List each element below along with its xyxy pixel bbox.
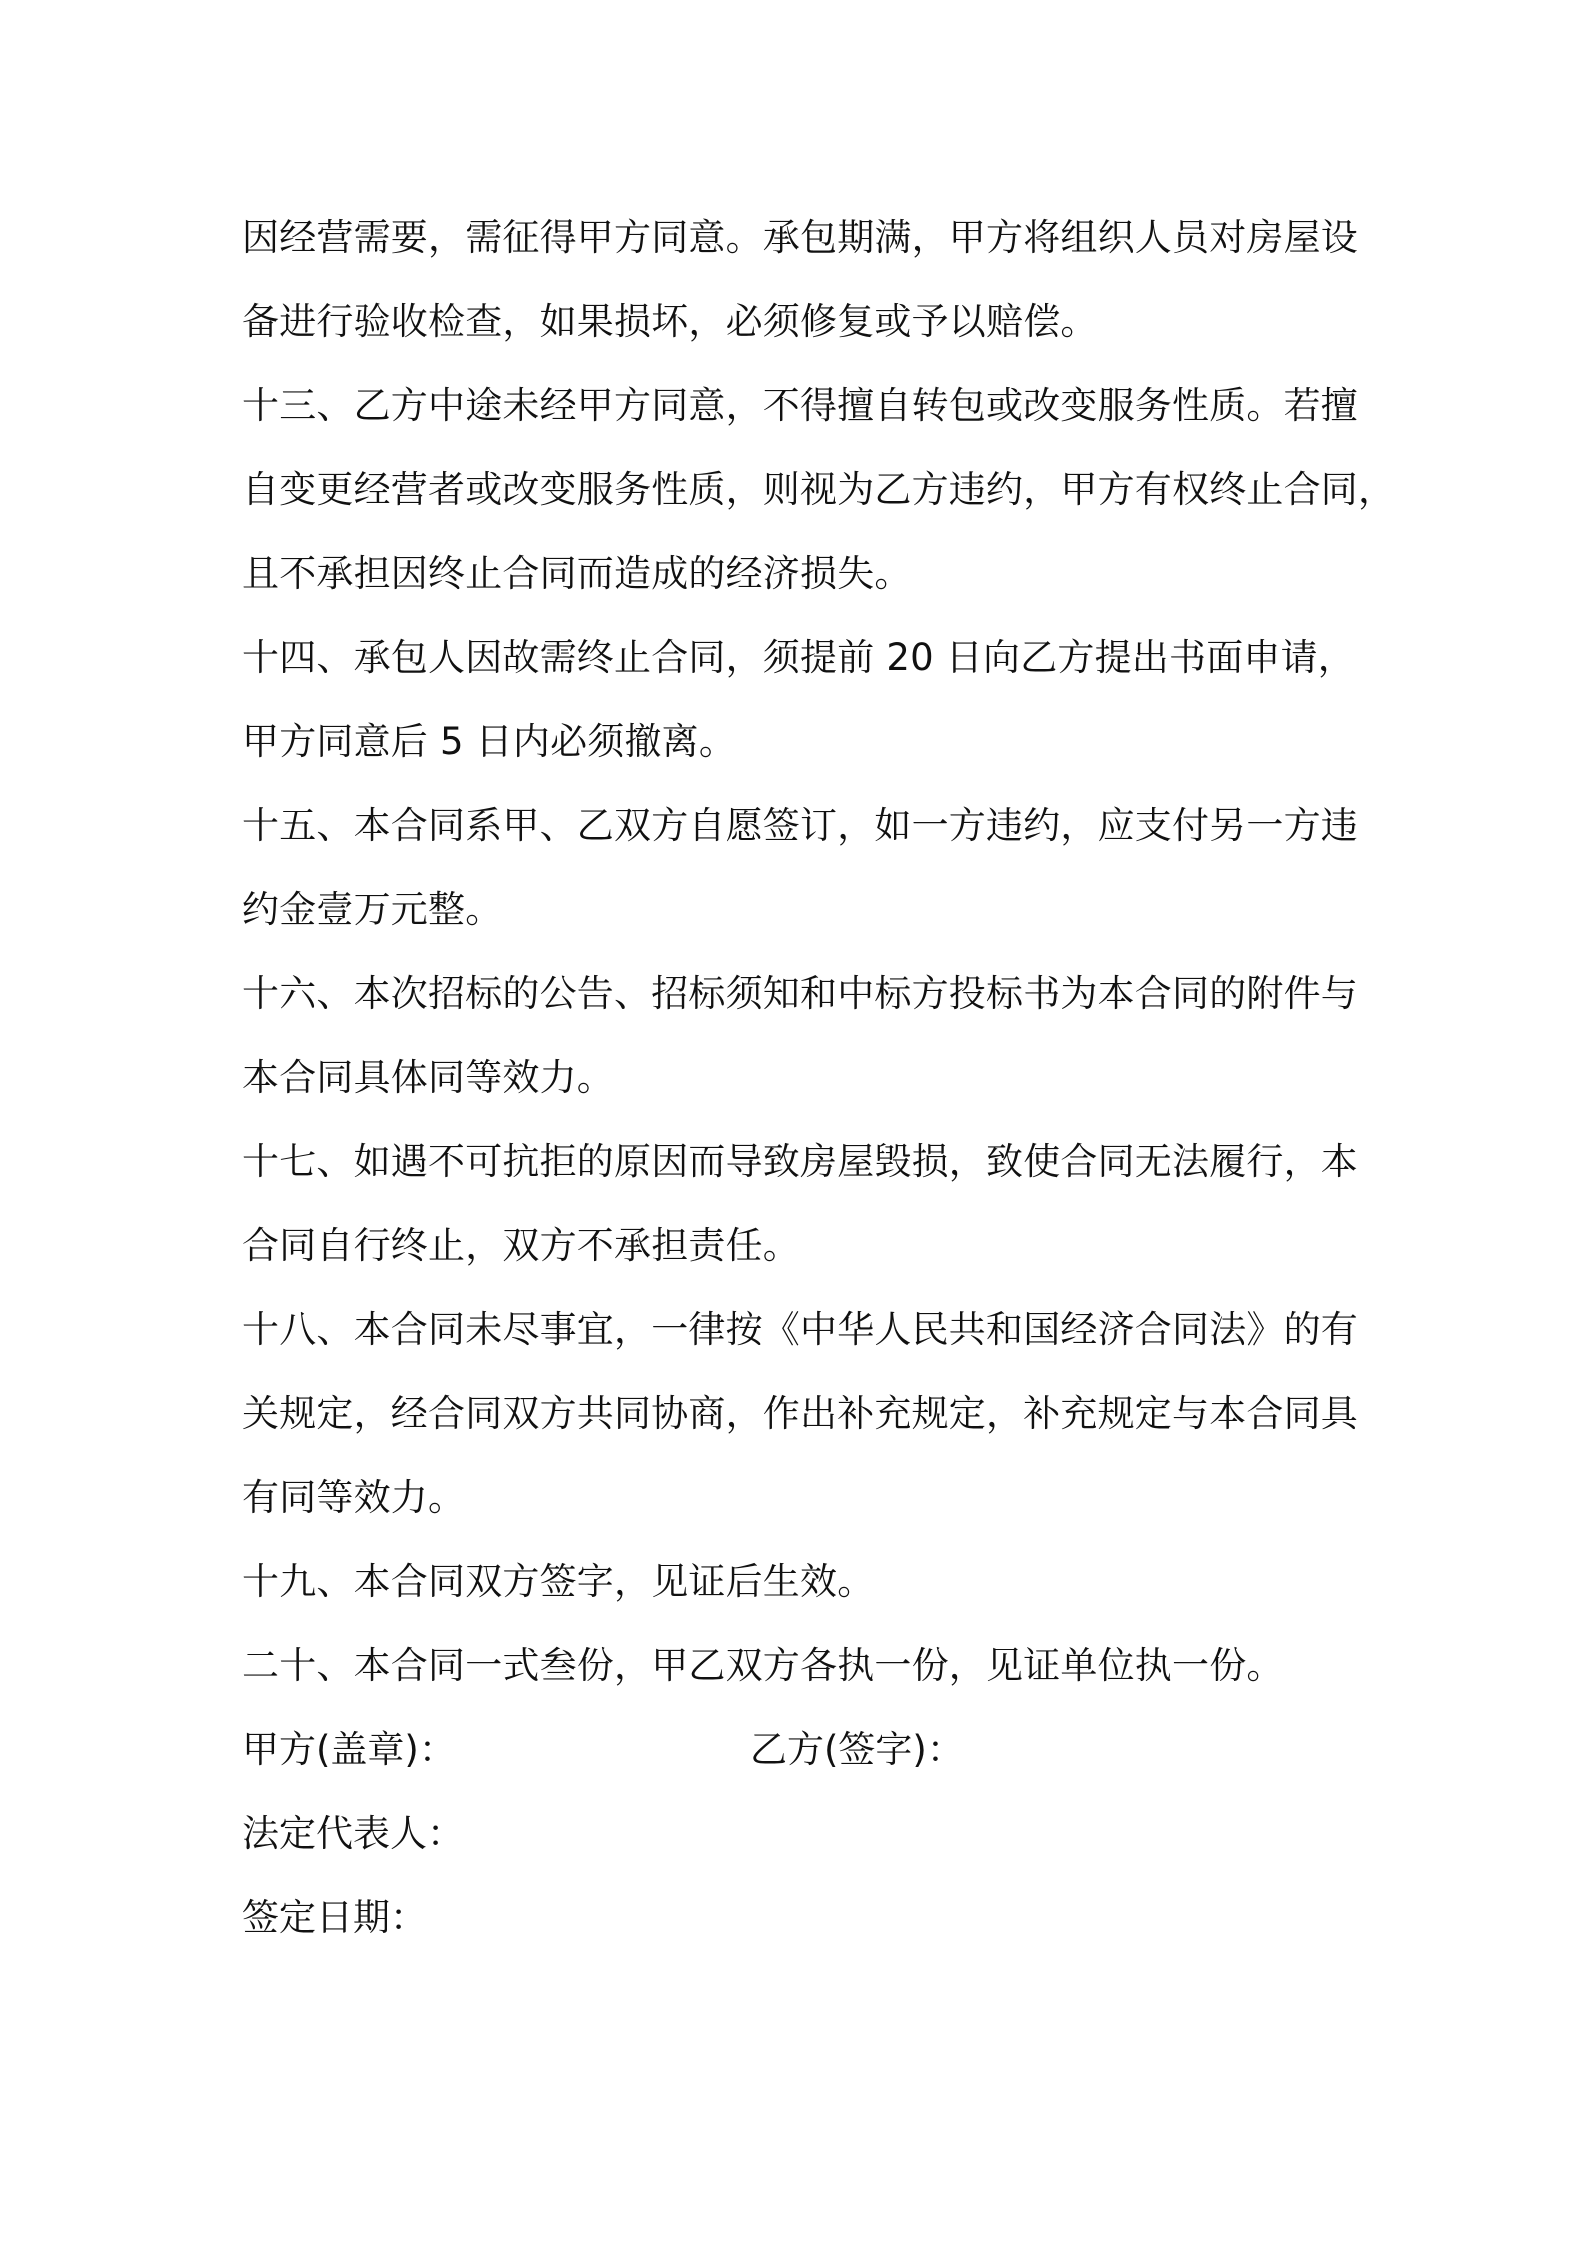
signature-row <box>242 1708 1354 1792</box>
paragraph-line: 因经营需要，需征得甲方同意。承包期满，甲方将组织人员对房屋设 <box>242 216 1358 259</box>
clause-13-line: 十三、乙方中途未经甲方同意，不得擅自转包或改变服务性质。若擅 <box>242 384 1358 427</box>
clause-15-line: 约金壹万元整。 <box>242 888 503 931</box>
party-b-signature-label: 乙方(签字)： <box>750 1728 964 1771</box>
clause-16-line: 本合同具体同等效力。 <box>242 1056 614 1099</box>
clause-14-line: 十四、承包人因故需终止合同，须提前 20 日向乙方提出书面申请， <box>242 636 1356 679</box>
clause-18-line: 关规定，经合同双方共同协商，作出补充规定，补充规定与本合同具 <box>242 1392 1358 1435</box>
clause-18-line: 有同等效力。 <box>242 1476 466 1519</box>
clause-13-line: 自变更经营者或改变服务性质，则视为乙方违约，甲方有权终止合同， <box>242 468 1396 511</box>
paragraph-line: 备进行验收检查，如果损坏，必须修复或予以赔偿。 <box>242 300 1098 343</box>
clause-18-line: 十八、本合同未尽事宜，一律按《中华人民共和国经济合同法》的有 <box>242 1308 1358 1351</box>
clause-20-line: 二十、本合同一式叁份，甲乙双方各执一份，见证单位执一份。 <box>242 1644 1284 1687</box>
clause-17-line: 十七、如遇不可抗拒的原因而导致房屋毁损，致使合同无法履行，本 <box>242 1140 1358 1183</box>
clause-16-line: 十六、本次招标的公告、招标须知和中标方投标书为本合同的附件与 <box>242 972 1358 1015</box>
legal-representative-label: 法定代表人： <box>242 1812 464 1855</box>
sign-date-row <box>242 1876 1354 1960</box>
clause-17-line: 合同自行终止，双方不承担责任。 <box>242 1224 800 1267</box>
party-a-seal-label: 甲方(盖章)： <box>242 1728 456 1771</box>
clause-13-line: 且不承担因终止合同而造成的经济损失。 <box>242 552 912 595</box>
sign-date-label: 签定日期： <box>242 1896 427 1939</box>
clause-15-line: 十五、本合同系甲、乙双方自愿签订，如一方违约，应支付另一方违 <box>242 804 1358 847</box>
legal-representative-row <box>242 1792 1354 1876</box>
clause-14-line: 甲方同意后 5 日内必须撤离。 <box>242 720 737 763</box>
contract-text <box>242 196 1396 1960</box>
clause-19-line: 十九、本合同双方签字，见证后生效。 <box>242 1560 875 1603</box>
